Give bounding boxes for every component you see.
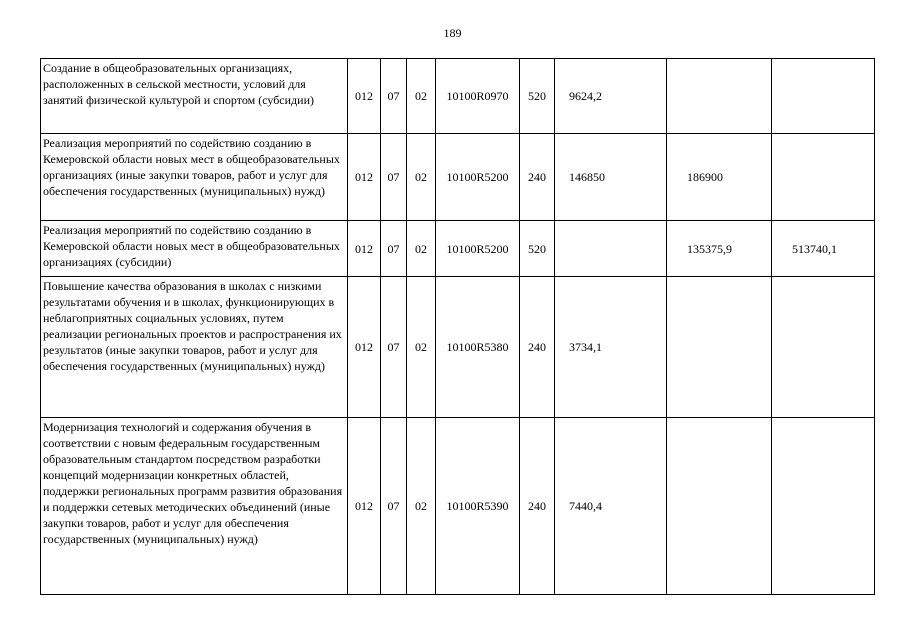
row-description: Повышение качества образования в школах с низкими результатами обучения и в школах, функционирующих в неблагоприятных социальных условиях, путем реализации региональных проектов и распространения их результатов (иные закупки товаров, работ и услуг для обеспечения государственных (муниципальных) нужд) <box>41 277 348 418</box>
amount-year-1: 3734,1 <box>555 277 667 418</box>
amount-year-3 <box>772 418 875 595</box>
section-code: 07 <box>381 418 407 595</box>
amount-year-3 <box>772 134 875 221</box>
subsection-code: 02 <box>407 59 436 134</box>
ministry-code: 012 <box>348 277 381 418</box>
amount-year-3 <box>772 59 875 134</box>
amount-year-3: 513740,1 <box>772 221 875 277</box>
budget-table <box>40 58 875 595</box>
table-row <box>41 277 875 418</box>
table-row <box>41 418 875 595</box>
expense-type-code: 240 <box>520 277 555 418</box>
amount-year-1 <box>555 221 667 277</box>
ministry-code: 012 <box>348 221 381 277</box>
amount-year-2 <box>667 59 772 134</box>
amount-year-3 <box>772 277 875 418</box>
row-description: Реализация мероприятий по содействию созданию в Кемеровской области новых мест в общеобразовательных организациях (иные закупки товаров, работ и услуг для обеспечения государственных (муниципальных) нужд) <box>41 134 348 221</box>
target-article-code: 10100R5200 <box>436 221 520 277</box>
amount-year-2 <box>667 418 772 595</box>
amount-year-1: 146850 <box>555 134 667 221</box>
amount-year-2: 186900 <box>667 134 772 221</box>
amount-year-1: 7440,4 <box>555 418 667 595</box>
table-row <box>41 134 875 221</box>
target-article-code: 10100R5380 <box>436 277 520 418</box>
expense-type-code: 520 <box>520 221 555 277</box>
section-code: 07 <box>381 277 407 418</box>
ministry-code: 012 <box>348 418 381 595</box>
expense-type-code: 240 <box>520 134 555 221</box>
amount-year-2 <box>667 277 772 418</box>
target-article-code: 10100R0970 <box>436 59 520 134</box>
subsection-code: 02 <box>407 134 436 221</box>
expense-type-code: 520 <box>520 59 555 134</box>
target-article-code: 10100R5200 <box>436 134 520 221</box>
row-description: Модернизация технологий и содержания обучения в соответствии с новым федеральным государственным образовательным стандартом посредством разработки концепций модернизации конкретных областей, поддержки региональных программ развития образования и поддержки сетевых методических объединений (иные закупки товаров, работ и услуг для обеспечения государственных (муниципальных) нужд) <box>41 418 348 595</box>
subsection-code: 02 <box>407 221 436 277</box>
target-article-code: 10100R5390 <box>436 418 520 595</box>
subsection-code: 02 <box>407 277 436 418</box>
table-row <box>41 59 875 134</box>
section-code: 07 <box>381 221 407 277</box>
section-code: 07 <box>381 59 407 134</box>
ministry-code: 012 <box>348 59 381 134</box>
subsection-code: 02 <box>407 418 436 595</box>
page-number: 189 <box>443 26 462 40</box>
table-row <box>41 221 875 277</box>
section-code: 07 <box>381 134 407 221</box>
amount-year-2: 135375,9 <box>667 221 772 277</box>
row-description: Реализация мероприятий по содействию созданию в Кемеровской области новых мест в общеобразовательных организациях (субсидии) <box>41 221 348 277</box>
amount-year-1: 9624,2 <box>555 59 667 134</box>
row-description: Создание в общеобразовательных организациях, расположенных в сельской местности, условий для занятий физической культурой и спортом (субсидии) <box>41 59 348 134</box>
expense-type-code: 240 <box>520 418 555 595</box>
ministry-code: 012 <box>348 134 381 221</box>
